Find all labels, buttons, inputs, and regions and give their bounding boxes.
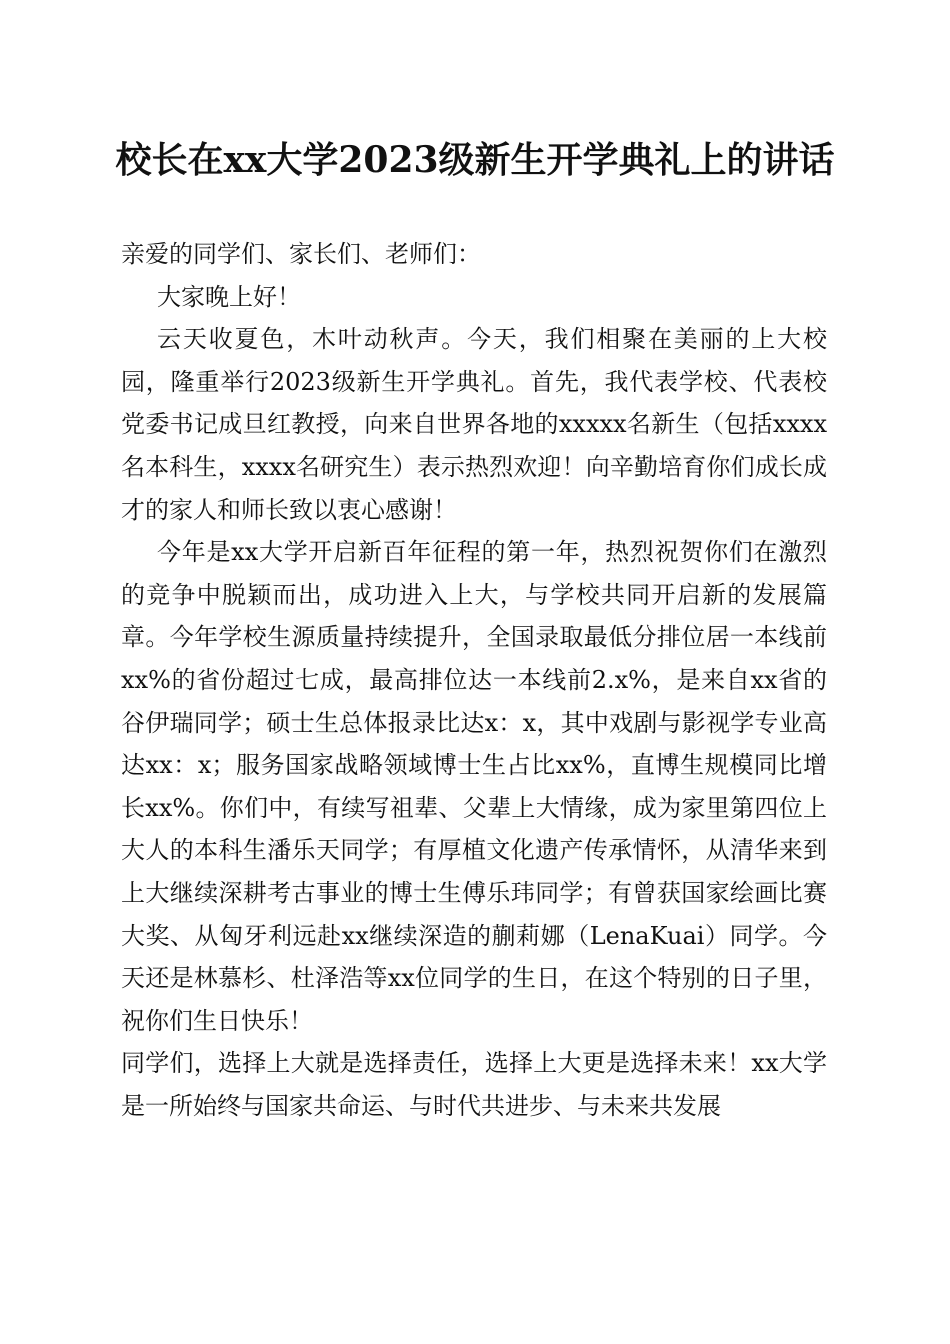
document-title: 校长在xx大学2023级新生开学典礼上的讲话 — [115, 139, 835, 181]
paragraph-responsibility: 同学们，选择上大就是选择责任，选择上大更是选择未来！xx大学是一所始终与国家共命运、与时代共进步、与未来共发展 — [121, 1049, 827, 1120]
salutation: 亲爱的同学们、家长们、老师们： — [121, 240, 481, 268]
paragraph-admissions: 今年是xx大学开启新百年征程的第一年，热烈祝贺你们在激烈的竞争中脱颖而出，成功进入上大，与学校共同开启新的发展篇章。今年学校生源质量持续提升，全国录取最低分排位居一本线前xx%的省份超过七成，最高排位达一本线前2.x%，是来自xx省的谷伊瑞同学；硕士生总体报录比达x：x，其中戏剧与影视学专业高达xx：x；服务国家战略领域博士生占比xx%，直博生规模同比增长xx%。你们中，有续写祖辈、父辈上大情缘，成为家里第四位上大人的本科生潘乐天同学；有厚植文化遗产传承情怀，从清华来到上大继续深耕考古事业的博士生傅乐玮同学；有曾获国家绘画比赛大奖、从匈牙利远赴xx继续深造的蒯莉娜（LenaKuai）同学。今天还是林慕杉、杜泽浩等xx位同学的生日，在这个特别的日子里，祝你们生日快乐！ — [121, 538, 827, 1035]
document-body — [121, 233, 827, 1127]
paragraph-welcome: 云天收夏色，木叶动秋声。今天，我们相聚在美丽的上大校园，隆重举行2023级新生开学典礼。首先，我代表学校、代表校党委书记成旦红教授，向来自世界各地的xxxxx名新生（包括xxxx名本科生，xxxx名研究生）表示热烈欢迎！向辛勤培育你们成长成才的家人和师长致以衷心感谢！ — [121, 325, 827, 524]
greeting: 大家晚上好！ — [157, 282, 301, 311]
